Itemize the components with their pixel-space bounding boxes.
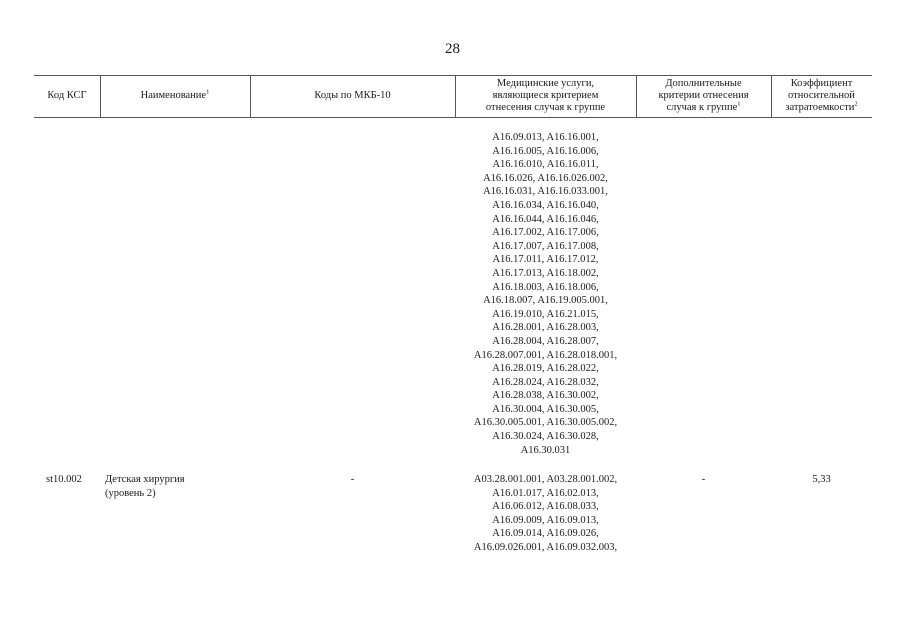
service-code-line: A16.30.005.001, A16.30.005.002, bbox=[473, 417, 618, 429]
service-code-line: A16.28.004, A16.28.007, bbox=[492, 335, 599, 347]
service-code-line: A16.09.009, A16.09.013, bbox=[492, 514, 599, 526]
service-code-line: A16.28.024, A16.28.032, bbox=[492, 376, 599, 388]
service-code-line: A16.17.007, A16.17.008, bbox=[492, 240, 599, 252]
header-additional bbox=[636, 75, 771, 117]
service-code-line: A16.16.031, A16.16.033.001, bbox=[483, 186, 608, 198]
header-coefficient bbox=[771, 75, 872, 117]
service-code-line: A16.30.024, A16.30.028, bbox=[492, 431, 599, 443]
continuation-services-cell bbox=[455, 131, 636, 457]
header-name-footnote: 1 bbox=[206, 88, 210, 96]
row-code: st10.002 bbox=[46, 474, 82, 485]
row-name-line: (уровень 2) bbox=[105, 487, 156, 499]
header-additional-label: Дополнительные критерии отнесения случая к группе bbox=[658, 78, 749, 113]
header-name-label: Наименование bbox=[140, 90, 207, 101]
service-code-line: A16.30.004, A16.30.005, bbox=[492, 403, 599, 415]
header-coefficient-footnote: 2 bbox=[854, 100, 858, 108]
service-code-line: A16.17.013, A16.18.002, bbox=[492, 267, 599, 279]
header-additional-footnote: 1 bbox=[737, 100, 741, 108]
service-code-line: A16.18.007, A16.19.005.001, bbox=[483, 295, 608, 307]
service-code-line: A16.16.005, A16.16.006, bbox=[492, 145, 599, 157]
header-mkb-label: Коды по МКБ-10 bbox=[314, 90, 391, 101]
service-code-line: A16.16.034, A16.16.040, bbox=[492, 199, 599, 211]
row-coefficient: 5,33 bbox=[812, 474, 831, 485]
service-code-line: A16.16.026, A16.16.026.002, bbox=[483, 172, 608, 184]
header-services bbox=[455, 75, 636, 117]
row-name bbox=[105, 473, 185, 500]
header-services-label: Медицинские услуги, являющиеся критерием отнесения случая к группе bbox=[485, 78, 606, 113]
table-header-bottom-border bbox=[34, 117, 872, 118]
row-mkb: - bbox=[350, 474, 355, 485]
header-code-label: Код КСГ bbox=[47, 90, 87, 101]
page-number: 28 bbox=[445, 41, 460, 57]
row-additional: - bbox=[701, 474, 706, 485]
service-code-line: A16.28.019, A16.28.022, bbox=[492, 363, 599, 375]
service-code-line: A16.17.002, A16.17.006, bbox=[492, 227, 599, 239]
service-code-line: A16.28.001, A16.28.003, bbox=[492, 322, 599, 334]
service-code-line: A16.09.026.001, A16.09.032.003, bbox=[473, 541, 618, 553]
service-code-line: A16.01.017, A16.02.013, bbox=[492, 487, 599, 499]
service-code-line: A16.09.013, A16.16.001, bbox=[492, 132, 599, 143]
row-services-cell bbox=[455, 473, 636, 555]
service-code-line: A16.16.010, A16.16.011, bbox=[492, 159, 599, 171]
service-code-line: A16.09.014, A16.09.026, bbox=[492, 528, 599, 540]
service-code-line: A16.17.011, A16.17.012, bbox=[492, 254, 599, 266]
service-code-line: A03.28.001.001, A03.28.001.002, bbox=[473, 474, 618, 485]
header-mkb bbox=[250, 75, 455, 117]
header-coefficient-label: Коэффициент относительной затратоемкости bbox=[785, 78, 855, 113]
service-code-line: A16.06.012, A16.08.033, bbox=[492, 501, 599, 513]
header-code bbox=[34, 75, 100, 117]
row-name-line: Детская хирургия bbox=[105, 474, 185, 485]
service-code-line: A16.28.007.001, A16.28.018.001, bbox=[473, 349, 618, 361]
service-code-line: A16.16.044, A16.16.046, bbox=[492, 213, 599, 225]
service-code-line: A16.19.010, A16.21.015, bbox=[492, 308, 599, 320]
service-code-line: A16.28.038, A16.30.002, bbox=[492, 390, 599, 402]
service-code-line: A16.30.031 bbox=[520, 444, 571, 456]
service-code-line: A16.18.003, A16.18.006, bbox=[492, 281, 599, 293]
header-name bbox=[100, 75, 250, 117]
